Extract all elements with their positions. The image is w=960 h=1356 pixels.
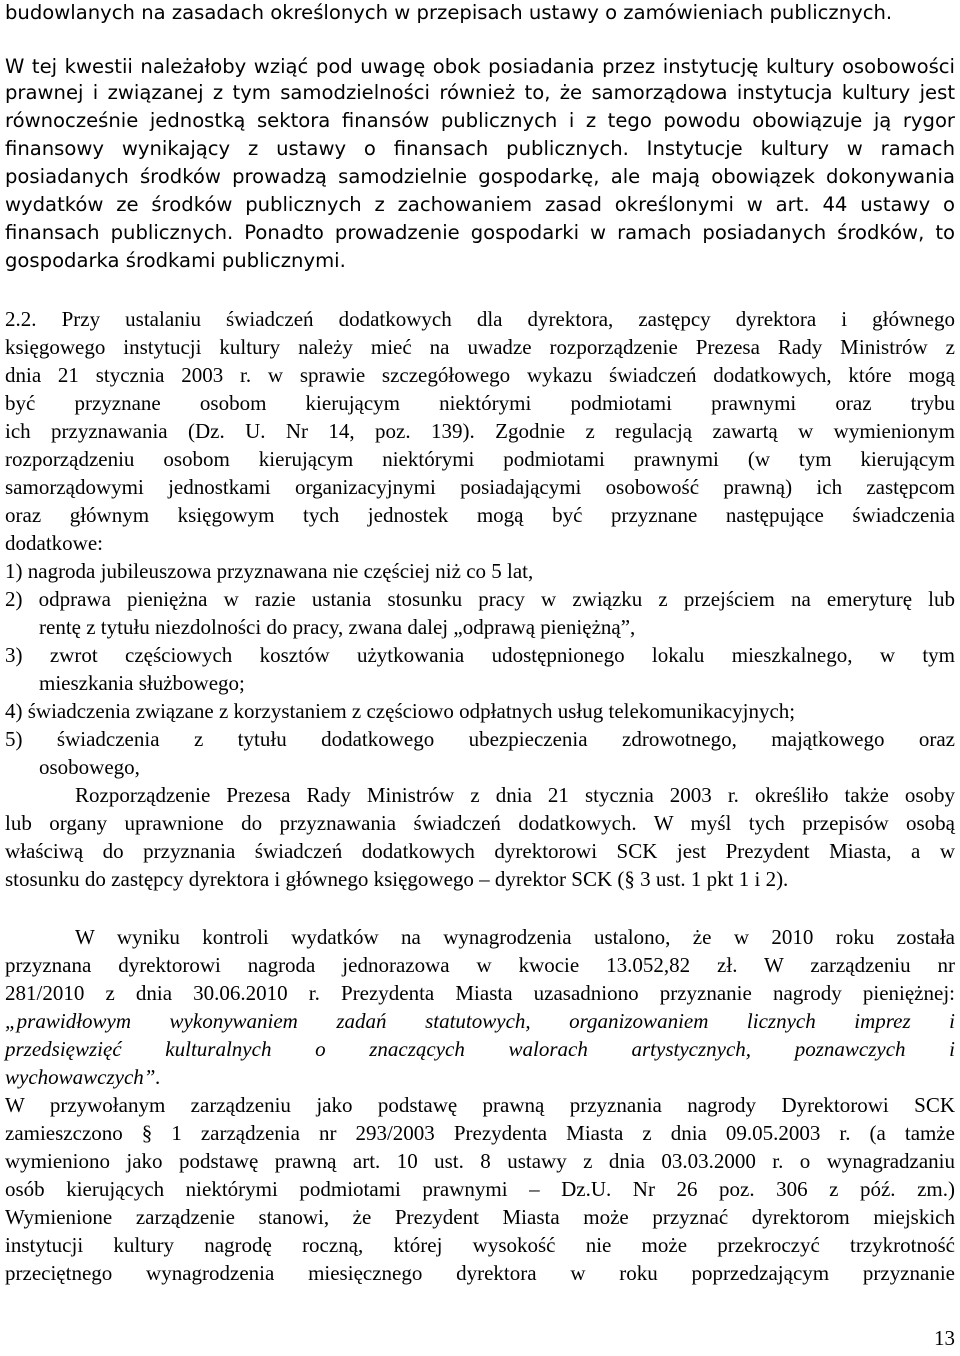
text-line: Rozporządzenie Prezesa Rady Ministrów z dnia 21 stycznia 2003 r. określiło także osoby <box>75 783 955 807</box>
text-line: równocześnie jednostką sektora finansów publicznych i z tego powodu obowiązuje ją rygor <box>5 109 955 132</box>
text-line: „prawidłowym wykonywaniem zadań statutowych, organizowaniem licznych imprez i <box>5 1009 955 1033</box>
text-line: 281/2010 z dnia 30.06.2010 r. Prezydenta Miasta uzasadniono przyznanie nagrody pieniężnej: <box>5 981 955 1005</box>
text-line: 3) zwrot częściowych kosztów użytkowania udostępnionego lokalu mieszkalnego, w tym <box>5 643 955 667</box>
text-line: prawnej i związanej z tym samodzielności również to, że samorządowa instytucja kultury jest <box>5 81 955 104</box>
text-line: finansach publicznych. Ponadto prowadzenie gospodarki w ramach posiadanych środków, to <box>5 221 955 244</box>
text-line: gospodarka środkami publicznymi. <box>5 249 346 272</box>
text-line: posiadanych środków prowadzą samodzielnie gospodarkę, ale mają obowiązek dokonywania <box>5 165 955 188</box>
text-line: osobowego, <box>39 755 140 779</box>
text-line: dodatkowe: <box>5 531 103 555</box>
text-line: W przywołanym zarządzeniu jako podstawę prawną przyznania nagrody Dyrektorowi SCK <box>5 1093 955 1117</box>
text-line: samorządowymi jednostkami organizacyjnymi posiadającymi osobowość prawną) ich zastępcom <box>5 475 955 499</box>
text-line: przyznana dyrektorowi nagroda jednorazowa w kwocie 13.052,82 zł. W zarządzeniu nr <box>5 953 955 977</box>
text-line: wydatków ze środków publicznych z zachowaniem zasad określonymi w art. 44 ustawy o <box>5 193 955 216</box>
text-line: wymieniono jako podstawę prawną art. 10 ust. 8 ustawy z dnia 03.03.2000 r. o wynagradzaniu <box>5 1149 955 1173</box>
text-line: wychowawczych”. <box>5 1065 161 1089</box>
text-line: 2.2. Przy ustalaniu świadczeń dodatkowych dla dyrektora, zastępcy dyrektora i głównego <box>5 307 955 331</box>
text-line: oraz głównym księgowym tych jednostek mogą być przyznane następujące świadczenia <box>5 503 955 527</box>
text-line: 1) nagroda jubileuszowa przyznawana nie częściej niż co 5 lat, <box>5 559 534 583</box>
text-line: zamieszczono § 1 zarządzenia nr 293/2003 Prezydenta Miasta z dnia 09.05.2003 r. (a tamże <box>5 1121 955 1145</box>
text-line: budowlanych na zasadach określonych w przepisach ustawy o zamówieniach publicznych. <box>5 1 893 24</box>
text-line: 5) świadczenia z tytułu dodatkowego ubezpieczenia zdrowotnego, majątkowego oraz <box>5 727 955 751</box>
text-line: rentę z tytułu niezdolności do pracy, zwana dalej „odprawą pieniężną”, <box>39 615 636 639</box>
text-line: właściwą do przyznania świadczeń dodatkowych dyrektorowi SCK jest Prezydent Miasta, a w <box>5 839 955 863</box>
text-line: Wymienione zarządzenie stanowi, że Prezydent Miasta może przyznać dyrektorom miejskich <box>5 1205 955 1229</box>
text-line: stosunku do zastępcy dyrektora i głównego księgowego – dyrektor SCK (§ 3 ust. 1 pkt 1 i 2). <box>5 867 789 891</box>
text-line: 2) odprawa pieniężna w razie ustania stosunku pracy w związku z przejściem na emeryturę lub <box>5 587 955 611</box>
page-number: 13 <box>934 1326 955 1350</box>
text-line: księgowego instytucji kultury należy mieć na uwadze rozporządzenie Prezesa Rady Ministrów z <box>5 335 955 359</box>
text-line: mieszkania służbowego; <box>39 671 245 695</box>
text-line: przeciętnego wynagrodzenia miesięcznego dyrektora w roku poprzedzającym przyznanie <box>5 1261 955 1285</box>
text-line: przedsięwzięć kulturalnych o znaczących walorach artystycznych, poznawczych i <box>5 1037 955 1061</box>
text-line: lub organy uprawnione do przyznawania świadczeń dodatkowych. W myśl tych przepisów osobą <box>5 811 955 835</box>
text-line: być przyznane osobom kierującym niektórymi podmiotami prawnymi oraz trybu <box>5 391 955 415</box>
text-line: W wyniku kontroli wydatków na wynagrodzenia ustalono, że w 2010 roku została <box>75 925 955 949</box>
text-line: rozporządzeniu osobom kierującym niektórymi podmiotami prawnymi (w tym kierującym <box>5 447 955 471</box>
text-line: instytucji kultury nagrodę roczną, której wysokość nie może przekroczyć trzykrotność <box>5 1233 955 1257</box>
text-line: dnia 21 stycznia 2003 r. w sprawie szczegółowego wykazu świadczeń dodatkowych, które mogą <box>5 363 955 387</box>
text-line: finansowy wynikający z ustawy o finansach publicznych. Instytucje kultury w ramach <box>5 137 955 160</box>
text-line: osób kierujących niektórymi podmiotami prawnymi – Dz.U. Nr 26 poz. 306 z póź. zm.) <box>5 1177 955 1201</box>
text-line: W tej kwestii należałoby wziąć pod uwagę obok posiadania przez instytucję kultury osobowości <box>5 55 955 78</box>
text-line: ich przyznawania (Dz. U. Nr 14, poz. 139). Zgodnie z regulacją zawartą w wymienionym <box>5 419 955 443</box>
text-line: 4) świadczenia związane z korzystaniem z częściowo odpłatnych usług telekomunikacyjnych; <box>5 699 796 723</box>
